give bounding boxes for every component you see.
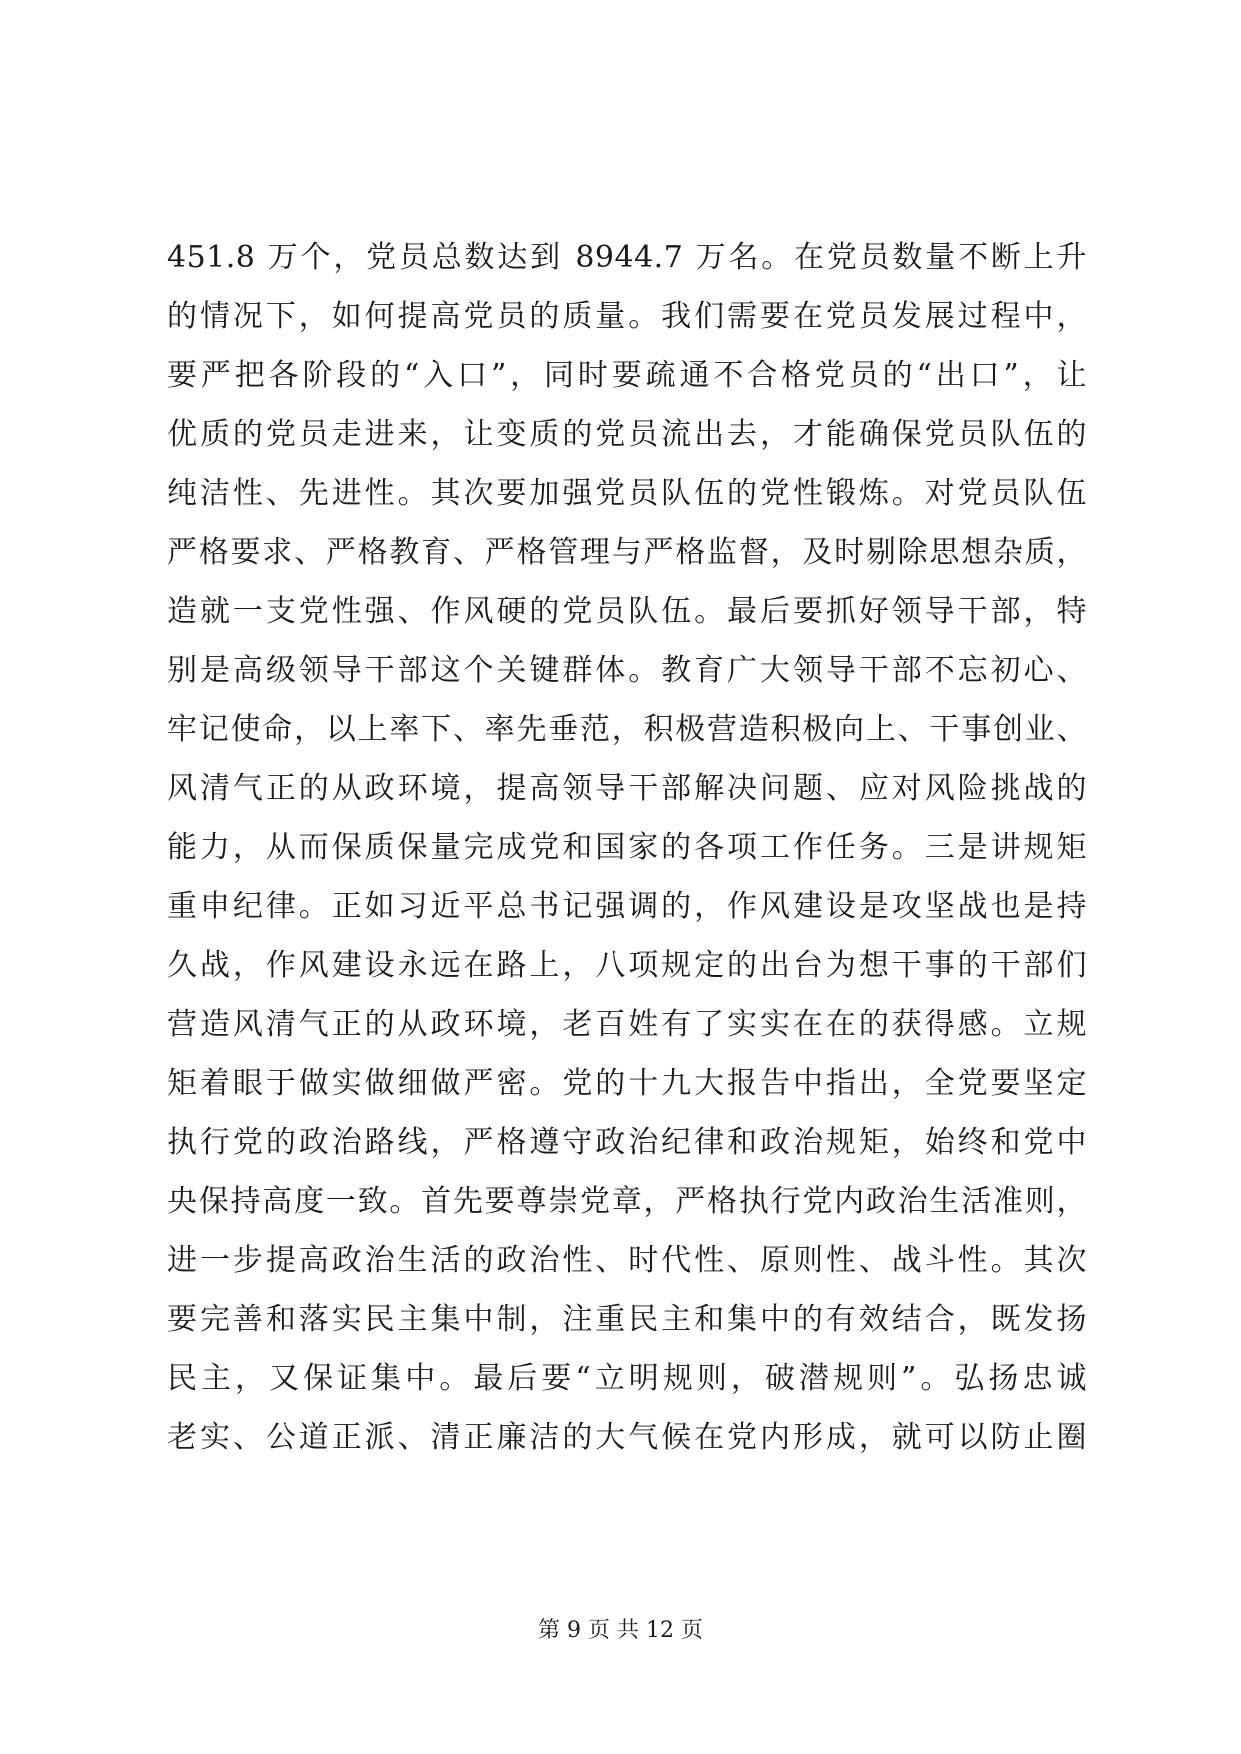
text-line: 451.8 万个，党员总数达到 8944.7 万名。在党员数量不断上升 xyxy=(167,240,1087,275)
text-line: 老实、公道正派、清正廉洁的大气候在党内形成，就可以防止圈 xyxy=(167,1420,1087,1455)
text-line: 造就一支党性强、作风硬的党员队伍。最后要抓好领导干部，特 xyxy=(167,594,1087,629)
text-line: 央保持高度一致。首先要尊崇党章，严格执行党内政治生活准则， xyxy=(167,1184,1087,1219)
text-line: 要严把各阶段的“入口”，同时要疏通不合格党员的“出口”，让 xyxy=(167,358,1087,393)
text-line: 牢记使命，以上率下、率先垂范，积极营造积极向上、干事创业、 xyxy=(167,712,1087,747)
text-line: 重申纪律。正如习近平总书记强调的，作风建设是攻坚战也是持 xyxy=(167,889,1087,924)
text-line: 的情况下，如何提高党员的质量。我们需要在党员发展过程中， xyxy=(167,299,1087,334)
text-line: 别是高级领导干部这个关键群体。教育广大领导干部不忘初心、 xyxy=(167,653,1087,688)
text-line: 严格要求、严格教育、严格管理与严格监督，及时剔除思想杂质， xyxy=(167,535,1087,570)
text-line: 营造风清气正的从政环境，老百姓有了实实在在的获得感。立规 xyxy=(167,1007,1087,1042)
text-line: 民主，又保证集中。最后要“立明规则，破潜规则”。弘扬忠诚 xyxy=(167,1361,1087,1396)
text-line: 风清气正的从政环境，提高领导干部解决问题、应对风险挑战的 xyxy=(167,771,1087,806)
page-number-footer: 第 9 页 共 12 页 xyxy=(538,1618,703,1643)
body-text xyxy=(167,228,1087,1467)
text-line: 矩着眼于做实做细做严密。党的十九大报告中指出，全党要坚定 xyxy=(167,1066,1087,1101)
text-line: 优质的党员走进来，让变质的党员流出去，才能确保党员队伍的 xyxy=(167,417,1087,452)
text-line: 执行党的政治路线，严格遵守政治纪律和政治规矩，始终和党中 xyxy=(167,1125,1087,1160)
text-line: 久战，作风建设永远在路上，八项规定的出台为想干事的干部们 xyxy=(167,948,1087,983)
text-line: 要完善和落实民主集中制，注重民主和集中的有效结合，既发扬 xyxy=(167,1302,1087,1337)
text-line: 进一步提高政治生活的政治性、时代性、原则性、战斗性。其次 xyxy=(167,1243,1087,1278)
text-line: 能力，从而保质保量完成党和国家的各项工作任务。三是讲规矩 xyxy=(167,830,1087,865)
text-line: 纯洁性、先进性。其次要加强党员队伍的党性锻炼。对党员队伍 xyxy=(167,476,1087,511)
